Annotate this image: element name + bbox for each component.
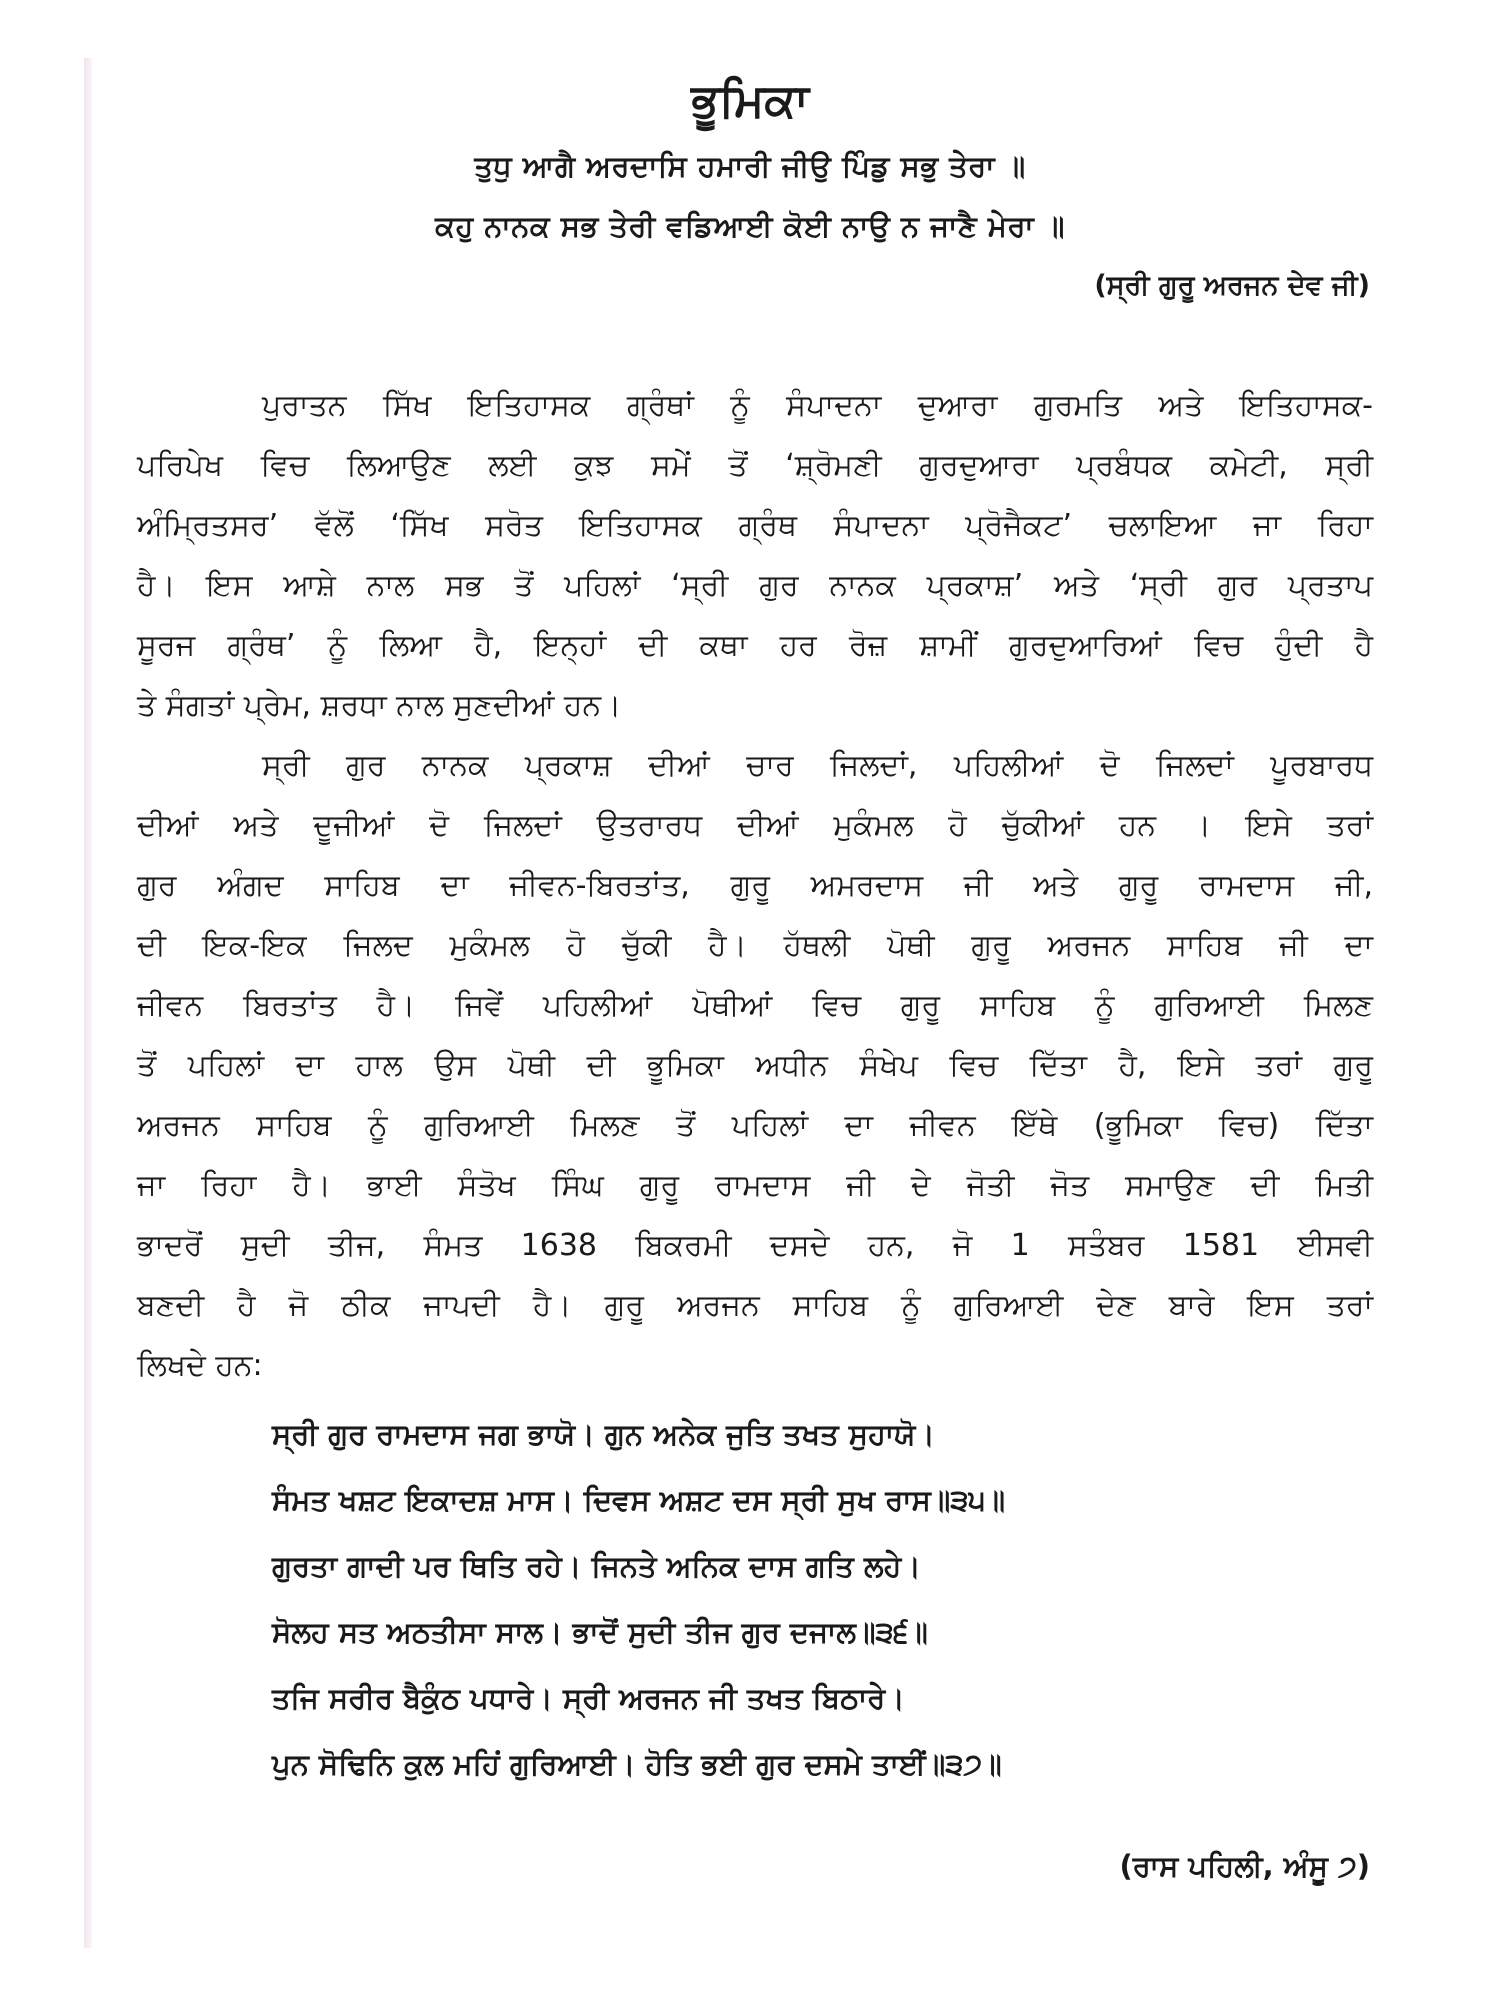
invocation-line-2: ਕਹੁ ਨਾਨਕ ਸਭ ਤੇਰੀ ਵਡਿਆਈ ਕੋਈ ਨਾਉ ਨ ਜਾਣੈ ਮੇਰਾ ॥ xyxy=(435,209,1065,243)
paragraph-2-line-9: ਭਾਦਰੋਂ ਸੁਦੀ ਤੀਜ, ਸੰਮਤ 1638 ਬਿਕਰਮੀ ਦਸਦੇ ਹਨ, ਜੋ 1 ਸਤੰਬਰ 1581 ਈਸਵੀ xyxy=(137,1228,1373,1263)
verse-source-citation: (ਰਾਸ ਪਹਿਲੀ, ਅੰਸੂ ੭) xyxy=(1119,1849,1370,1883)
verse-line-3: ਗੁਰਤਾ ਗਾਦੀ ਪਰ ਥਿਤਿ ਰਹੇ। ਜਿਨਤੇ ਅਨਿਕ ਦਾਸ ਗਤਿ ਲਹੇ। xyxy=(272,1549,921,1583)
verse-line-4: ਸੋਲਹ ਸਤ ਅਠਤੀਸਾ ਸਾਲ। ਭਾਦੋਂ ਸੁਦੀ ਤੀਜ ਗੁਰ ਦਜਾਲ॥੩੬॥ xyxy=(272,1615,928,1649)
paragraph-2-line-3: ਗੁਰ ਅੰਗਦ ਸਾਹਿਬ ਦਾ ਜੀਵਨ-ਬਿਰਤਾਂਤ, ਗੁਰੂ ਅਮਰਦਾਸ ਜੀ ਅਤੇ ਗੁਰੂ ਰਾਮਦਾਸ ਜੀ, xyxy=(137,868,1373,903)
paragraph-2-line-4: ਦੀ ਇਕ-ਇਕ ਜਿਲਦ ਮੁਕੰਮਲ ਹੋ ਚੁੱਕੀ ਹੈ। ਹੱਥਲੀ ਪੋਥੀ ਗੁਰੂ ਅਰਜਨ ਸਾਹਿਬ ਜੀ ਦਾ xyxy=(137,928,1373,963)
invocation-attribution: (ਸ੍ਰੀ ਗੁਰੂ ਅਰਜਨ ਦੇਵ ਜੀ) xyxy=(1094,270,1370,301)
invocation-line-1: ਤੁਧੁ ਆਗੈ ਅਰਦਾਸਿ ਹਮਾਰੀ ਜੀਉ ਪਿੰਡੁ ਸਭੁ ਤੇਰਾ ॥ xyxy=(474,149,1026,183)
paragraph-1-line-1: ਪੁਰਾਤਨ ਸਿੱਖ ਇਤਿਹਾਸਕ ਗ੍ਰੰਥਾਂ ਨੂੰ ਸੰਪਾਦਨਾ ਦੁਆਰਾ ਗੁਰਮਤਿ ਅਤੇ ਇਤਿਹਾਸਕ- xyxy=(262,388,1373,423)
paragraph-1-line-3: ਅੰਮ੍ਰਿਤਸਰ’ ਵੱਲੋਂ ‘ਸਿੱਖ ਸਰੋਤ ਇਤਿਹਾਸਕ ਗ੍ਰੰਥ ਸੰਪਾਦਨਾ ਪ੍ਰੋਜੈਕਟ’ ਚਲਾਇਆ ਜਾ ਰਿਹਾ xyxy=(137,508,1373,543)
verse-line-5: ਤਜਿ ਸਰੀਰ ਬੈਕੁੰਠ ਪਧਾਰੇ। ਸ੍ਰੀ ਅਰਜਨ ਜੀ ਤਖਤ ਬਿਠਾਰੇ। xyxy=(272,1681,905,1715)
paragraph-2-line-1: ਸ੍ਰੀ ਗੁਰ ਨਾਨਕ ਪ੍ਰਕਾਸ਼ ਦੀਆਂ ਚਾਰ ਜਿਲਦਾਂ, ਪਹਿਲੀਆਂ ਦੋ ਜਿਲਦਾਂ ਪੂਰਬਾਰਧ xyxy=(262,748,1373,783)
paragraph-2-line-6: ਤੋਂ ਪਹਿਲਾਂ ਦਾ ਹਾਲ ਉਸ ਪੋਥੀ ਦੀ ਭੂਮਿਕਾ ਅਧੀਨ ਸੰਖੇਪ ਵਿਚ ਦਿੱਤਾ ਹੈ, ਇਸੇ ਤਰਾਂ ਗੁਰੂ xyxy=(137,1048,1373,1083)
verse-line-6: ਪੁਨ ਸੋਢਿਨਿ ਕੁਲ ਮਹਿਂ ਗੁਰਿਆਈ। ਹੋਤਿ ਭਈ ਗੁਰ ਦਸਮੇ ਤਾਈਂ॥੩੭॥ xyxy=(272,1747,1002,1781)
paragraph-2-line-2: ਦੀਆਂ ਅਤੇ ਦੂਜੀਆਂ ਦੋ ਜਿਲਦਾਂ ਉਤਰਾਰਧ ਦੀਆਂ ਮੁਕੰਮਲ ਹੋ ਚੁੱਕੀਆਂ ਹਨ । ਇਸੇ ਤਰਾਂ xyxy=(137,808,1373,843)
paragraph-2-line-5: ਜੀਵਨ ਬਿਰਤਾਂਤ ਹੈ। ਜਿਵੇਂ ਪਹਿਲੀਆਂ ਪੋਥੀਆਂ ਵਿਚ ਗੁਰੂ ਸਾਹਿਬ ਨੂੰ ਗੁਰਿਆਈ ਮਿਲਣ xyxy=(137,988,1373,1023)
paragraph-2-line-10: ਬਣਦੀ ਹੈ ਜੋ ਠੀਕ ਜਾਪਦੀ ਹੈ। ਗੁਰੂ ਅਰਜਨ ਸਾਹਿਬ ਨੂੰ ਗੁਰਿਆਈ ਦੇਣ ਬਾਰੇ ਇਸ ਤਰਾਂ xyxy=(137,1288,1373,1323)
page-title: ਭੂਮਿਕਾ xyxy=(691,73,809,127)
paragraph-2-line-8: ਜਾ ਰਿਹਾ ਹੈ। ਭਾਈ ਸੰਤੋਖ ਸਿੰਘ ਗੁਰੂ ਰਾਮਦਾਸ ਜੀ ਦੇ ਜੋਤੀ ਜੋਤ ਸਮਾਉਣ ਦੀ ਮਿਤੀ xyxy=(137,1168,1373,1203)
paragraph-2-line-11: ਲਿਖਦੇ ਹਨ: xyxy=(137,1348,263,1383)
paragraph-1-line-5: ਸੂਰਜ ਗ੍ਰੰਥ’ ਨੂੰ ਲਿਆ ਹੈ, ਇਨ੍ਹਾਂ ਦੀ ਕਥਾ ਹਰ ਰੋਜ਼ ਸ਼ਾਮੀਂ ਗੁਰਦੁਆਰਿਆਂ ਵਿਚ ਹੁੰਦੀ ਹੈ xyxy=(137,628,1373,663)
paragraph-1-line-2: ਪਰਿਪੇਖ ਵਿਚ ਲਿਆਉਣ ਲਈ ਕੁਝ ਸਮੇਂ ਤੋਂ ‘ਸ਼੍ਰੋਮਣੀ ਗੁਰਦੁਆਰਾ ਪ੍ਰਬੰਧਕ ਕਮੇਟੀ, ਸ੍ਰੀ xyxy=(137,448,1373,483)
paragraph-2-line-7: ਅਰਜਨ ਸਾਹਿਬ ਨੂੰ ਗੁਰਿਆਈ ਮਿਲਣ ਤੋਂ ਪਹਿਲਾਂ ਦਾ ਜੀਵਨ ਇੱਥੇ (ਭੂਮਿਕਾ ਵਿਚ) ਦਿੱਤਾ xyxy=(137,1108,1373,1143)
page-edge-shadow xyxy=(84,58,92,1948)
paragraph-1-line-4: ਹੈ। ਇਸ ਆਸ਼ੇ ਨਾਲ ਸਭ ਤੋਂ ਪਹਿਲਾਂ ‘ਸ੍ਰੀ ਗੁਰ ਨਾਨਕ ਪ੍ਰਕਾਸ਼’ ਅਤੇ ‘ਸ੍ਰੀ ਗੁਰ ਪ੍ਰਤਾਪ xyxy=(137,568,1373,603)
verse-line-1: ਸ੍ਰੀ ਗੁਰ ਰਾਮਦਾਸ ਜਗ ਭਾਯੋ। ਗੁਨ ਅਨੇਕ ਜੁਤਿ ਤਖਤ ਸੁਹਾਯੋ। xyxy=(272,1417,935,1451)
paragraph-1-line-6: ਤੇ ਸੰਗਤਾਂ ਪ੍ਰੇਮ, ਸ਼ਰਧਾ ਨਾਲ ਸੁਣਦੀਆਂ ਹਨ। xyxy=(137,688,622,723)
verse-line-2: ਸੰਮਤ ਖਸ਼ਟ ਇਕਾਦਸ਼ ਮਾਸ। ਦਿਵਸ ਅਸ਼ਟ ਦਸ ਸ੍ਰੀ ਸੁਖ ਰਾਸ॥੩੫॥ xyxy=(272,1483,1006,1517)
